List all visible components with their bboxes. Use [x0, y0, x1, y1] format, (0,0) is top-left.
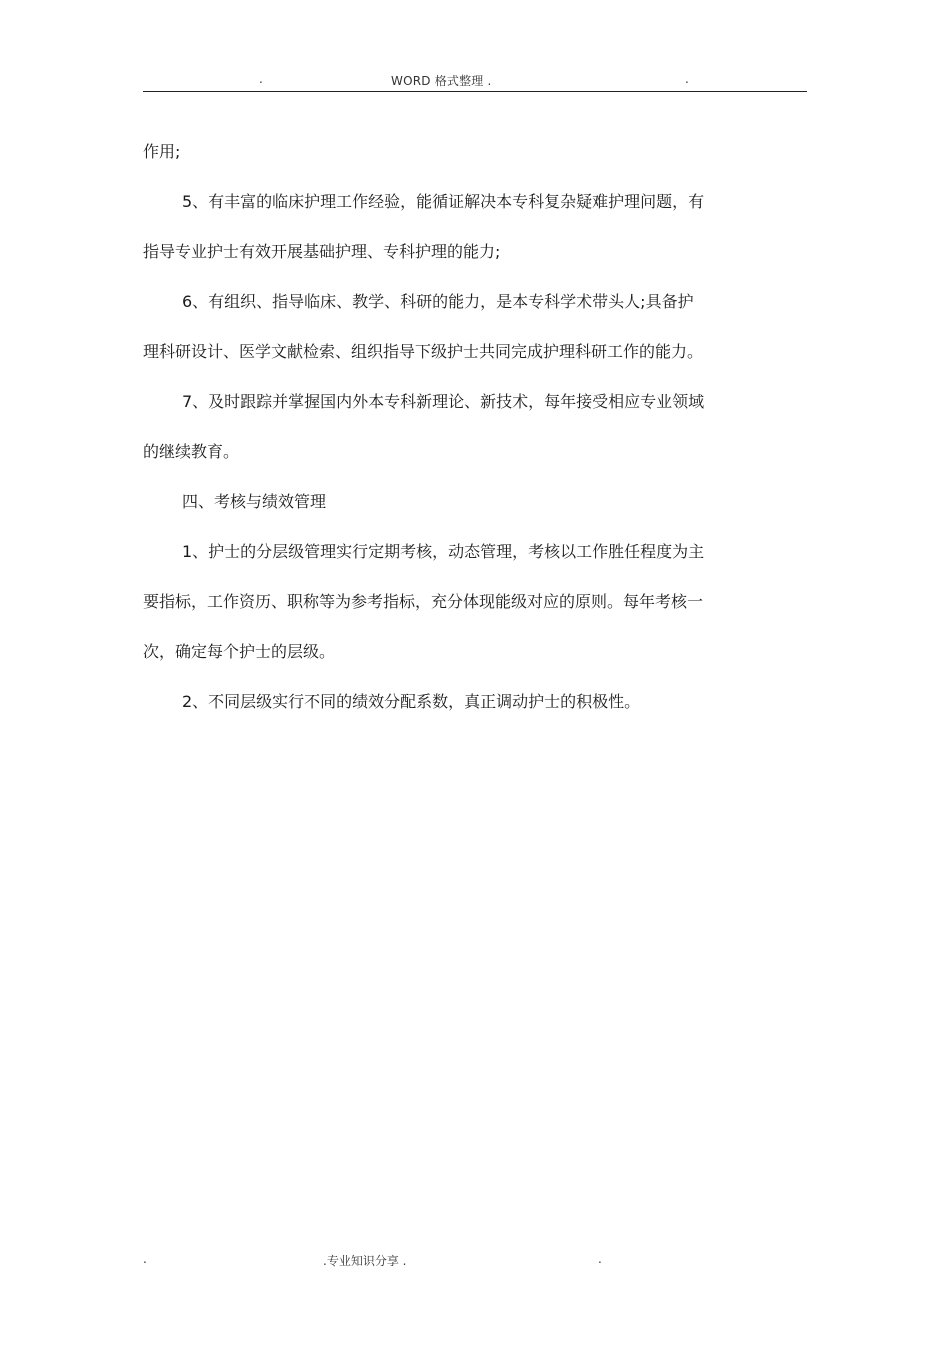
header-divider — [143, 91, 807, 92]
body-line: 作用; — [143, 142, 181, 161]
footer-text: .专业知识分享 . — [323, 1254, 407, 1268]
body-line: 要指标，工作资历、职称等为参考指标，充分体现能级对应的原则。每年考核一 — [143, 592, 704, 611]
body-line: 6、有组织、指导临床、教学、科研的能力，是本专科学术带头人;具备护 — [182, 292, 694, 311]
header-title: WORD 格式整理 . — [391, 74, 492, 88]
page-header — [143, 68, 807, 90]
body-line: 1、护士的分层级管理实行定期考核，动态管理，考核以工作胜任程度为主 — [182, 542, 705, 561]
footer-right-mark: . — [598, 1252, 602, 1266]
page-footer — [143, 1250, 807, 1270]
body-line: 指导专业护士有效开展基础护理、专科护理的能力; — [143, 242, 501, 261]
body-line: 7、及时跟踪并掌握国内外本专科新理论、新技术，每年接受相应专业领域 — [182, 392, 705, 411]
header-right-mark: . — [685, 72, 689, 86]
body-line: 次，确定每个护士的层级。 — [143, 642, 336, 661]
body-line: 5、有丰富的临床护理工作经验，能循证解决本专科复杂疑难护理问题，有 — [182, 192, 705, 211]
body-line: 理科研设计、医学文献检索、组织指导下级护士共同完成护理科研工作的能力。 — [143, 342, 704, 361]
header-left-mark: . — [259, 72, 263, 86]
body-line: 的继续教育。 — [143, 442, 240, 461]
section-heading: 四、考核与绩效管理 — [182, 492, 327, 511]
document-body — [143, 127, 773, 727]
footer-left-mark: . — [143, 1252, 147, 1266]
body-line: 2、不同层级实行不同的绩效分配系数，真正调动护士的积极性。 — [182, 692, 641, 711]
